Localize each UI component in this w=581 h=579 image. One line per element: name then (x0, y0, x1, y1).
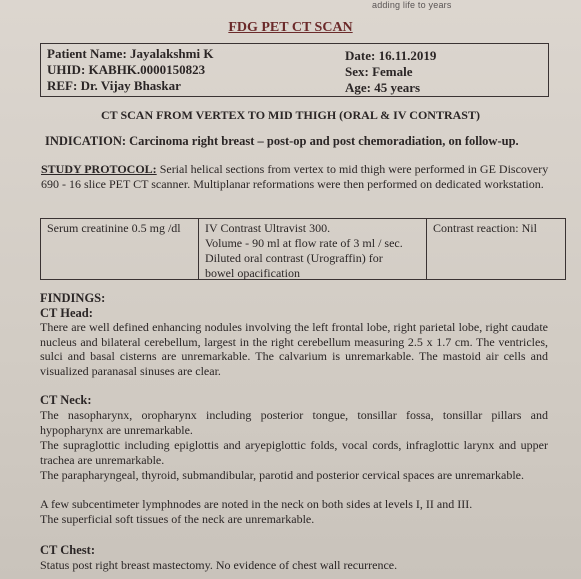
protocol-text: Serial helical sections from vertex to mid thigh were performed in GE Discovery 690 - 16 slice PET CT scanner. Multiplanar reformations were then performed on dedicated workstation. (41, 162, 549, 191)
patient-info-box (40, 43, 549, 97)
referring-doctor: REF: Dr. Vijay Bhaskar (47, 78, 181, 93)
indication (45, 134, 565, 149)
ct-neck-para-4: A few subcentimeter lymphnodes are noted in the neck on both sides at levels I, II and III. (40, 497, 473, 511)
contrast-table (40, 218, 566, 280)
oral-contrast-line: Diluted oral contrast (Urograffin) for (205, 251, 383, 265)
iv-contrast-line: IV Contrast Ultravist 300. (205, 221, 331, 235)
ct-neck-para-1: The nasopharynx, oropharynx including posterior tongue, tonsillar fossa, tonsillar pillars and hypopharynx are unremarkable. (40, 408, 548, 437)
contrast-reaction-cell (427, 219, 565, 279)
ct-chest-title: CT Chest: (40, 543, 95, 557)
ct-neck-para-5: The superficial soft tissues of the neck are unremarkable. (40, 512, 315, 526)
patient-uhid: UHID: KABHK.0000150823 (47, 62, 206, 77)
iv-volume-line: Volume - 90 ml at flow rate of 3 ml / sec. (205, 236, 403, 250)
bowel-opacification-line: bowel opacification (205, 266, 300, 280)
scan-title: CT SCAN FROM VERTEX TO MID THIGH (ORAL & IV CONTRAST) (101, 108, 480, 122)
protocol-label: STUDY PROTOCOL: (41, 162, 157, 176)
findings-heading: FINDINGS: (40, 291, 106, 305)
patient-sex: Sex: Female (345, 64, 413, 79)
ct-neck-para-3: The parapharyngeal, thyroid, submandibular, parotid and posterior cervical spaces are unremarkable. (40, 468, 524, 482)
iv-contrast-cell (199, 219, 427, 279)
patient-info-left (47, 46, 213, 94)
patient-info-right (345, 48, 436, 96)
patient-age: Age: 45 years (345, 80, 421, 95)
ct-chest-text: Status post right breast mastectomy. No evidence of chest wall recurrence. (40, 558, 398, 572)
ct-head-text: There are well defined enhancing nodules involving the left frontal lobe, right parietal lobe, right caudate nucleus and bilateral cerebellum, largest in the right cerebellum measuring 2.5 x 1.7 cm. The ventricles, sulci and basal cisterns are unremarkable. The calvarium is unremarkable. The mastoid air cells and visualized paranasal sinuses are clear. (40, 320, 548, 378)
serum-creatinine: Serum creatinine 0.5 mg /dl (47, 221, 181, 235)
ct-neck-title: CT Neck: (40, 393, 92, 407)
hospital-tagline: adding life to years (372, 0, 452, 10)
report-title: FDG PET CT SCAN (228, 20, 353, 35)
indication-label: INDICATION: (45, 134, 127, 148)
report-date: Date: 16.11.2019 (345, 48, 437, 63)
study-protocol (41, 162, 561, 192)
indication-text: Carcinoma right breast – post-op and post chemoradiation, on follow-up. (126, 134, 519, 148)
patient-name: Patient Name: Jayalakshmi K (47, 46, 214, 61)
ct-neck-para-2: The supraglottic including epiglottis and aryepiglottic folds, vocal cords, infraglottic larynx and upper trachea are unremarkable. (40, 438, 548, 467)
creatinine-cell (41, 219, 199, 279)
contrast-reaction: Contrast reaction: Nil (433, 221, 537, 235)
ct-head-title: CT Head: (40, 306, 93, 320)
